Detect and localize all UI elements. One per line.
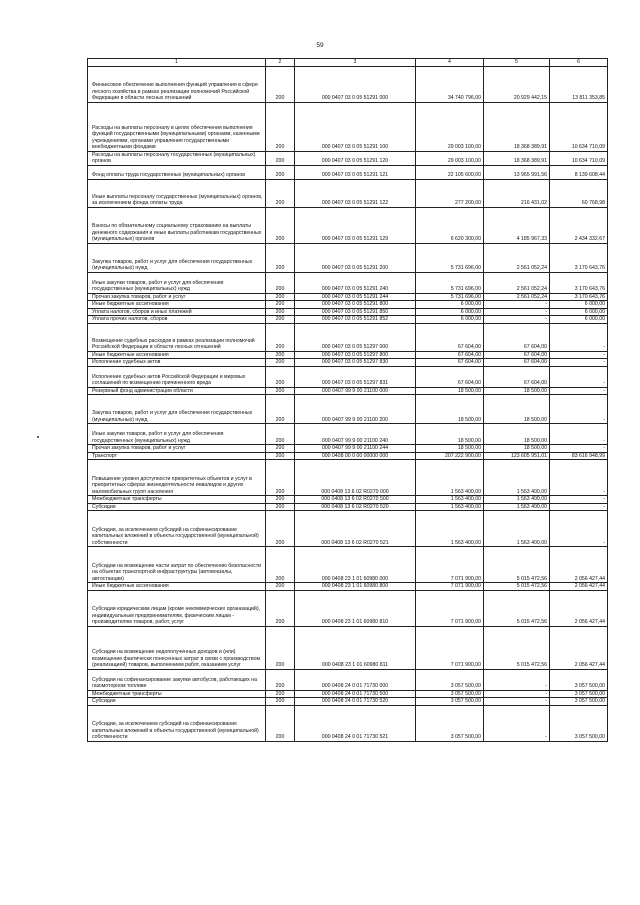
budget-code-cell: 000 0407 03 0 05 51291 850 [295,308,416,316]
line-code-cell: 200 [266,165,295,179]
budget-code-cell: 000 0407 03 0 05 51297 800 [295,351,416,359]
unexecuted-amount-cell: 2 056 427,44 [550,583,608,591]
row-name-cell: Иные бюджетные ассигнования [88,351,266,359]
table-row [88,496,608,504]
column-header: 2 [266,59,295,67]
executed-amount-cell: 216 431,02 [484,179,550,207]
line-code-cell: 200 [266,323,295,351]
executed-amount-cell: 5 015 472,56 [484,590,550,626]
row-name-cell: Субсидии, за исключением субсидий на софинансирование капитальных вложений в объекты государственной (муниципальной) собственности [88,705,266,741]
table-row [88,511,608,547]
table-row [88,323,608,351]
row-name-cell: Исполнение судебных актов [88,359,266,367]
unexecuted-amount-cell: 2 056 427,44 [550,590,608,626]
approved-amount-cell: 18 500,00 [416,445,484,453]
page-number: 59 [316,42,324,49]
executed-amount-cell: 5 015 472,56 [484,547,550,583]
budget-code-cell: 000 0407 03 0 05 51291 244 [295,293,416,301]
line-code-cell: 200 [266,503,295,511]
row-name-cell: Прочая закупка товаров, работ и услуг [88,293,266,301]
unexecuted-amount-cell: 2 056 427,44 [550,626,608,669]
table-row [88,698,608,706]
unexecuted-amount-cell: 3 057 500,00 [550,705,608,741]
column-header: 4 [416,59,484,67]
approved-amount-cell: 6 000,00 [416,308,484,316]
budget-code-cell: 000 0407 03 0 05 51291 000 [295,66,416,102]
budget-code-cell: 000 0407 99 9 00 21100 200 [295,395,416,424]
approved-amount-cell: 1 563 400,00 [416,511,484,547]
line-code-cell: 200 [266,366,295,387]
table-body [88,66,608,741]
approved-amount-cell: 207 222 900,00 [416,452,484,460]
table-row [88,669,608,690]
row-name-cell: Взносы по обязательному социальному страхованию на выплаты денежного содержания и иные выплаты работникам государственных (муниципальных) органов [88,207,266,243]
budget-code-cell: 000 0408 13 6 02 R0270 520 [295,503,416,511]
budget-code-cell: 000 0407 03 0 05 51297 830 [295,359,416,367]
line-code-cell: 200 [266,151,295,165]
column-header: 1 [88,59,266,67]
approved-amount-cell: 29 003 100,00 [416,151,484,165]
unexecuted-amount-cell: 6 000,00 [550,316,608,324]
executed-amount-cell: 1 563 400,00 [484,496,550,504]
approved-amount-cell: 3 057 500,00 [416,705,484,741]
unexecuted-amount-cell: - [550,359,608,367]
table-row [88,272,608,293]
budget-code-cell: 000 0408 24 0 01 71730 500 [295,690,416,698]
table-row [88,690,608,698]
unexecuted-amount-cell: 10 634 710,09 [550,151,608,165]
approved-amount-cell: 67 604,00 [416,366,484,387]
budget-code-cell: 000 0407 99 9 00 21100 000 [295,387,416,395]
table-row [88,243,608,272]
row-name-cell: Субсидии на возмещение недополученных доходов и (или) возмещение фактически понесенных затрат в связи с производством (реализацией) товаров, выполнением работ, оказанием услуг [88,626,266,669]
budget-code-cell: 000 0407 03 0 05 51291 100 [295,102,416,151]
executed-amount-cell: 2 561 052,24 [484,293,550,301]
row-name-cell: Межбюджетные трансферты [88,496,266,504]
executed-amount-cell: 4 185 967,33 [484,207,550,243]
executed-amount-cell: 2 561 052,24 [484,243,550,272]
table-row [88,308,608,316]
line-code-cell: 200 [266,460,295,496]
approved-amount-cell: 67 604,00 [416,359,484,367]
line-code-cell: 200 [266,207,295,243]
line-code-cell: 200 [266,359,295,367]
row-name-cell: Закупка товаров, работ и услуг для обеспечения государственных (муниципальных) нужд [88,243,266,272]
budget-code-cell: 000 0408 24 0 01 71730 521 [295,705,416,741]
unexecuted-amount-cell: 8 139 608,44 [550,165,608,179]
unexecuted-amount-cell: - [550,387,608,395]
budget-code-cell: 000 0408 13 6 02 R0270 500 [295,496,416,504]
executed-amount-cell: 67 604,00 [484,323,550,351]
executed-amount-cell: 18 500,00 [484,445,550,453]
budget-code-cell: 000 0407 99 9 00 21100 244 [295,445,416,453]
table-row [88,452,608,460]
executed-amount-cell: 1 563 400,00 [484,511,550,547]
approved-amount-cell: 7 071 900,00 [416,583,484,591]
executed-amount-cell: 5 015 472,56 [484,626,550,669]
executed-amount-cell: 2 561 052,24 [484,272,550,293]
executed-amount-cell: 67 604,00 [484,351,550,359]
unexecuted-amount-cell: 10 634 710,09 [550,102,608,151]
approved-amount-cell: 1 563 400,00 [416,460,484,496]
budget-code-cell: 000 0408 23 1 01 60980 810 [295,590,416,626]
line-code-cell: 200 [266,698,295,706]
margin-dot [37,436,39,438]
budget-code-cell: 000 0408 13 6 02 R0270 521 [295,511,416,547]
unexecuted-amount-cell: 2 434 332,67 [550,207,608,243]
approved-amount-cell: 6 000,00 [416,301,484,309]
table-row [88,583,608,591]
executed-amount-cell: 123 605 951,01 [484,452,550,460]
budget-code-cell: 000 0407 03 0 05 51297 000 [295,323,416,351]
table-row [88,547,608,583]
row-name-cell: Транспорт [88,452,266,460]
unexecuted-amount-cell: 60 768,98 [550,179,608,207]
row-name-cell: Субсидии юридическим лицам (кроме некоммерческих организаций), индивидуальным предпринимателям, физическим лицам - производителям товаров, работ, услуг [88,590,266,626]
table-row [88,151,608,165]
row-name-cell: Иные бюджетные ассигнования [88,583,266,591]
executed-amount-cell: 18 500,00 [484,424,550,445]
unexecuted-amount-cell: - [550,351,608,359]
budget-code-cell: 000 0408 24 0 01 71730 520 [295,698,416,706]
approved-amount-cell: 18 500,00 [416,395,484,424]
approved-amount-cell: 18 500,00 [416,387,484,395]
executed-amount-cell: - [484,316,550,324]
budget-code-cell: 000 0407 03 0 05 51291 129 [295,207,416,243]
approved-amount-cell: 3 057 500,00 [416,669,484,690]
table-row [88,179,608,207]
budget-code-cell: 000 0407 03 0 05 51291 200 [295,243,416,272]
column-header: 6 [550,59,608,67]
table-row [88,102,608,151]
approved-amount-cell: 6 620 300,00 [416,207,484,243]
line-code-cell: 200 [266,496,295,504]
approved-amount-cell: 67 604,00 [416,323,484,351]
table-row [88,424,608,445]
table-row [88,316,608,324]
line-code-cell: 200 [266,272,295,293]
table-row [88,503,608,511]
unexecuted-amount-cell: - [550,395,608,424]
approved-amount-cell: 29 003 100,00 [416,102,484,151]
executed-amount-cell: 18 368 389,91 [484,102,550,151]
table-row [88,351,608,359]
unexecuted-amount-cell: 6 000,00 [550,301,608,309]
approved-amount-cell: 7 071 900,00 [416,590,484,626]
unexecuted-amount-cell: - [550,511,608,547]
executed-amount-cell: - [484,301,550,309]
approved-amount-cell: 22 105 600,00 [416,165,484,179]
line-code-cell: 200 [266,452,295,460]
budget-code-cell: 000 0408 23 1 01 60980 000 [295,547,416,583]
unexecuted-amount-cell: 3 057 500,00 [550,669,608,690]
line-code-cell: 200 [266,387,295,395]
table-row [88,207,608,243]
approved-amount-cell: 18 500,00 [416,424,484,445]
approved-amount-cell: 3 057 500,00 [416,690,484,698]
line-code-cell: 200 [266,583,295,591]
budget-code-cell: 000 0407 03 0 05 51291 240 [295,272,416,293]
unexecuted-amount-cell: 13 811 353,85 [550,66,608,102]
budget-code-cell: 000 0408 00 0 00 00000 000 [295,452,416,460]
row-name-cell: Субсидии на возмещение части затрат по обеспечению безопасности на объектах транспортной инфраструктуры (автовокзалы, автостанции) [88,547,266,583]
row-name-cell: Финансовое обеспечение выполнения функций управления в сфере лесного хозяйства в рамках реализации полномочий Российской Федерации в области лесных отношений [88,66,266,102]
table-row [88,590,608,626]
line-code-cell: 200 [266,511,295,547]
row-name-cell: Субсидии [88,698,266,706]
budget-code-cell: 000 0408 24 0 01 71730 000 [295,669,416,690]
approved-amount-cell: 5 731 696,00 [416,293,484,301]
approved-amount-cell: 1 563 400,00 [416,503,484,511]
line-code-cell: 200 [266,590,295,626]
table-row [88,705,608,741]
row-name-cell: Межбюджетные трансферты [88,690,266,698]
row-name-cell: Закупка товаров, работ и услуг для обеспечения государственных (муниципальных) нужд [88,395,266,424]
table-row [88,301,608,309]
row-name-cell: Прочая закупка товаров, работ и услуг [88,445,266,453]
unexecuted-amount-cell: - [550,496,608,504]
line-code-cell: 200 [266,395,295,424]
row-name-cell: Резервный фонд администрации области [88,387,266,395]
table-row [88,165,608,179]
executed-amount-cell: - [484,669,550,690]
approved-amount-cell: 5 731 696,00 [416,243,484,272]
budget-code-cell: 000 0407 99 9 00 21100 240 [295,424,416,445]
executed-amount-cell: 18 368 389,91 [484,151,550,165]
unexecuted-amount-cell: 3 170 643,76 [550,293,608,301]
executed-amount-cell: - [484,690,550,698]
line-code-cell: 200 [266,669,295,690]
line-code-cell: 200 [266,445,295,453]
row-name-cell: Субсидии [88,503,266,511]
unexecuted-amount-cell: 3 170 643,76 [550,243,608,272]
approved-amount-cell: 3 057 500,00 [416,698,484,706]
row-name-cell: Субсидии, за исключением субсидий на софинансирование капитальных вложений в объекты государственной (муниципальной) собственности [88,511,266,547]
table-row [88,387,608,395]
budget-code-cell: 000 0407 03 0 05 51291 122 [295,179,416,207]
line-code-cell: 200 [266,424,295,445]
row-name-cell: Расходы на выплаты персоналу государственных (муниципальных) органов [88,151,266,165]
budget-code-cell: 000 0407 03 0 05 51291 852 [295,316,416,324]
approved-amount-cell: 1 563 400,00 [416,496,484,504]
column-header: 5 [484,59,550,67]
line-code-cell: 200 [266,316,295,324]
line-code-cell: 200 [266,179,295,207]
line-code-cell: 200 [266,690,295,698]
approved-amount-cell: 34 740 796,00 [416,66,484,102]
table-row [88,626,608,669]
executed-amount-cell: 20 929 442,15 [484,66,550,102]
approved-amount-cell: 5 731 696,00 [416,272,484,293]
row-name-cell: Субсидии на софинансирование закупки автобусов, работающих на газомоторном топливе [88,669,266,690]
table-row [88,445,608,453]
row-name-cell: Расходы на выплаты персоналу в целях обеспечения выполнения функций государственными (муниципальными) органами, казенными учреждениями, органами управления государственными внебюджетными фондами [88,102,266,151]
executed-amount-cell: 18 500,00 [484,395,550,424]
line-code-cell: 200 [266,705,295,741]
unexecuted-amount-cell: 2 056 427,44 [550,547,608,583]
row-name-cell: Уплата прочих налогов, сборов [88,316,266,324]
row-name-cell: Повышение уровня доступности приоритетных объектов и услуг в приоритетных сферах жизнедеятельности инвалидов и других маломобильных групп населения [88,460,266,496]
executed-amount-cell: 13 965 991,56 [484,165,550,179]
row-name-cell: Иные выплаты персоналу государственных (муниципальных) органов, за исключением фонда оплаты труда [88,179,266,207]
row-name-cell: Уплата налогов, сборов и иных платежей [88,308,266,316]
table-row [88,359,608,367]
approved-amount-cell: 7 071 900,00 [416,626,484,669]
table-row [88,460,608,496]
executed-amount-cell: - [484,698,550,706]
unexecuted-amount-cell: 6 000,00 [550,308,608,316]
row-name-cell: Иные закупки товаров, работ и услуг для обеспечения государственных (муниципальных) нужд [88,424,266,445]
line-code-cell: 200 [266,626,295,669]
row-name-cell: Иные бюджетные ассигнования [88,301,266,309]
unexecuted-amount-cell: - [550,503,608,511]
row-name-cell: Иные закупки товаров, работ и услуг для обеспечения государственных (муниципальных) нужд [88,272,266,293]
executed-amount-cell: 1 563 400,00 [484,503,550,511]
executed-amount-cell: 1 563 400,00 [484,460,550,496]
budget-code-cell: 000 0408 13 6 02 R0270 000 [295,460,416,496]
table-row [88,293,608,301]
unexecuted-amount-cell: - [550,366,608,387]
row-name-cell: Фонд оплаты труда государственных (муниципальных) органов [88,165,266,179]
unexecuted-amount-cell: - [550,445,608,453]
table-row [88,366,608,387]
unexecuted-amount-cell: - [550,460,608,496]
line-code-cell: 200 [266,308,295,316]
budget-code-cell: 000 0407 03 0 05 51297 831 [295,366,416,387]
approved-amount-cell: 6 000,00 [416,316,484,324]
budget-code-cell: 000 0408 23 1 01 60980 811 [295,626,416,669]
line-code-cell: 200 [266,293,295,301]
unexecuted-amount-cell: 3 170 643,76 [550,272,608,293]
table-row [88,395,608,424]
executed-amount-cell: 18 500,00 [484,387,550,395]
line-code-cell: 200 [266,102,295,151]
line-code-cell: 200 [266,547,295,583]
approved-amount-cell: 277 200,00 [416,179,484,207]
executed-amount-cell: 5 015 472,56 [484,583,550,591]
budget-table [87,58,608,742]
approved-amount-cell: 67 604,00 [416,351,484,359]
unexecuted-amount-cell: 3 057 500,00 [550,698,608,706]
unexecuted-amount-cell: - [550,424,608,445]
unexecuted-amount-cell: 3 057 500,00 [550,690,608,698]
executed-amount-cell: 67 604,00 [484,366,550,387]
budget-code-cell: 000 0408 23 1 01 60980 800 [295,583,416,591]
column-header: 3 [295,59,416,67]
header-row [88,59,608,67]
budget-code-cell: 000 0407 03 0 05 51291 121 [295,165,416,179]
unexecuted-amount-cell: - [550,323,608,351]
budget-code-cell: 000 0407 03 0 05 51291 120 [295,151,416,165]
line-code-cell: 200 [266,243,295,272]
executed-amount-cell: - [484,705,550,741]
budget-code-cell: 000 0407 03 0 05 51291 800 [295,301,416,309]
row-name-cell: Исполнение судебных актов Российской Федерации и мировых соглашений по возмещению причиненного вреда [88,366,266,387]
line-code-cell: 200 [266,351,295,359]
approved-amount-cell: 7 071 900,00 [416,547,484,583]
line-code-cell: 200 [266,66,295,102]
executed-amount-cell: 67 604,00 [484,359,550,367]
table-row [88,66,608,102]
executed-amount-cell: - [484,308,550,316]
row-name-cell: Возмещение судебных расходов в рамках реализации полномочий Российской Федерации в области лесных отношений [88,323,266,351]
line-code-cell: 200 [266,301,295,309]
unexecuted-amount-cell: 83 616 948,99 [550,452,608,460]
